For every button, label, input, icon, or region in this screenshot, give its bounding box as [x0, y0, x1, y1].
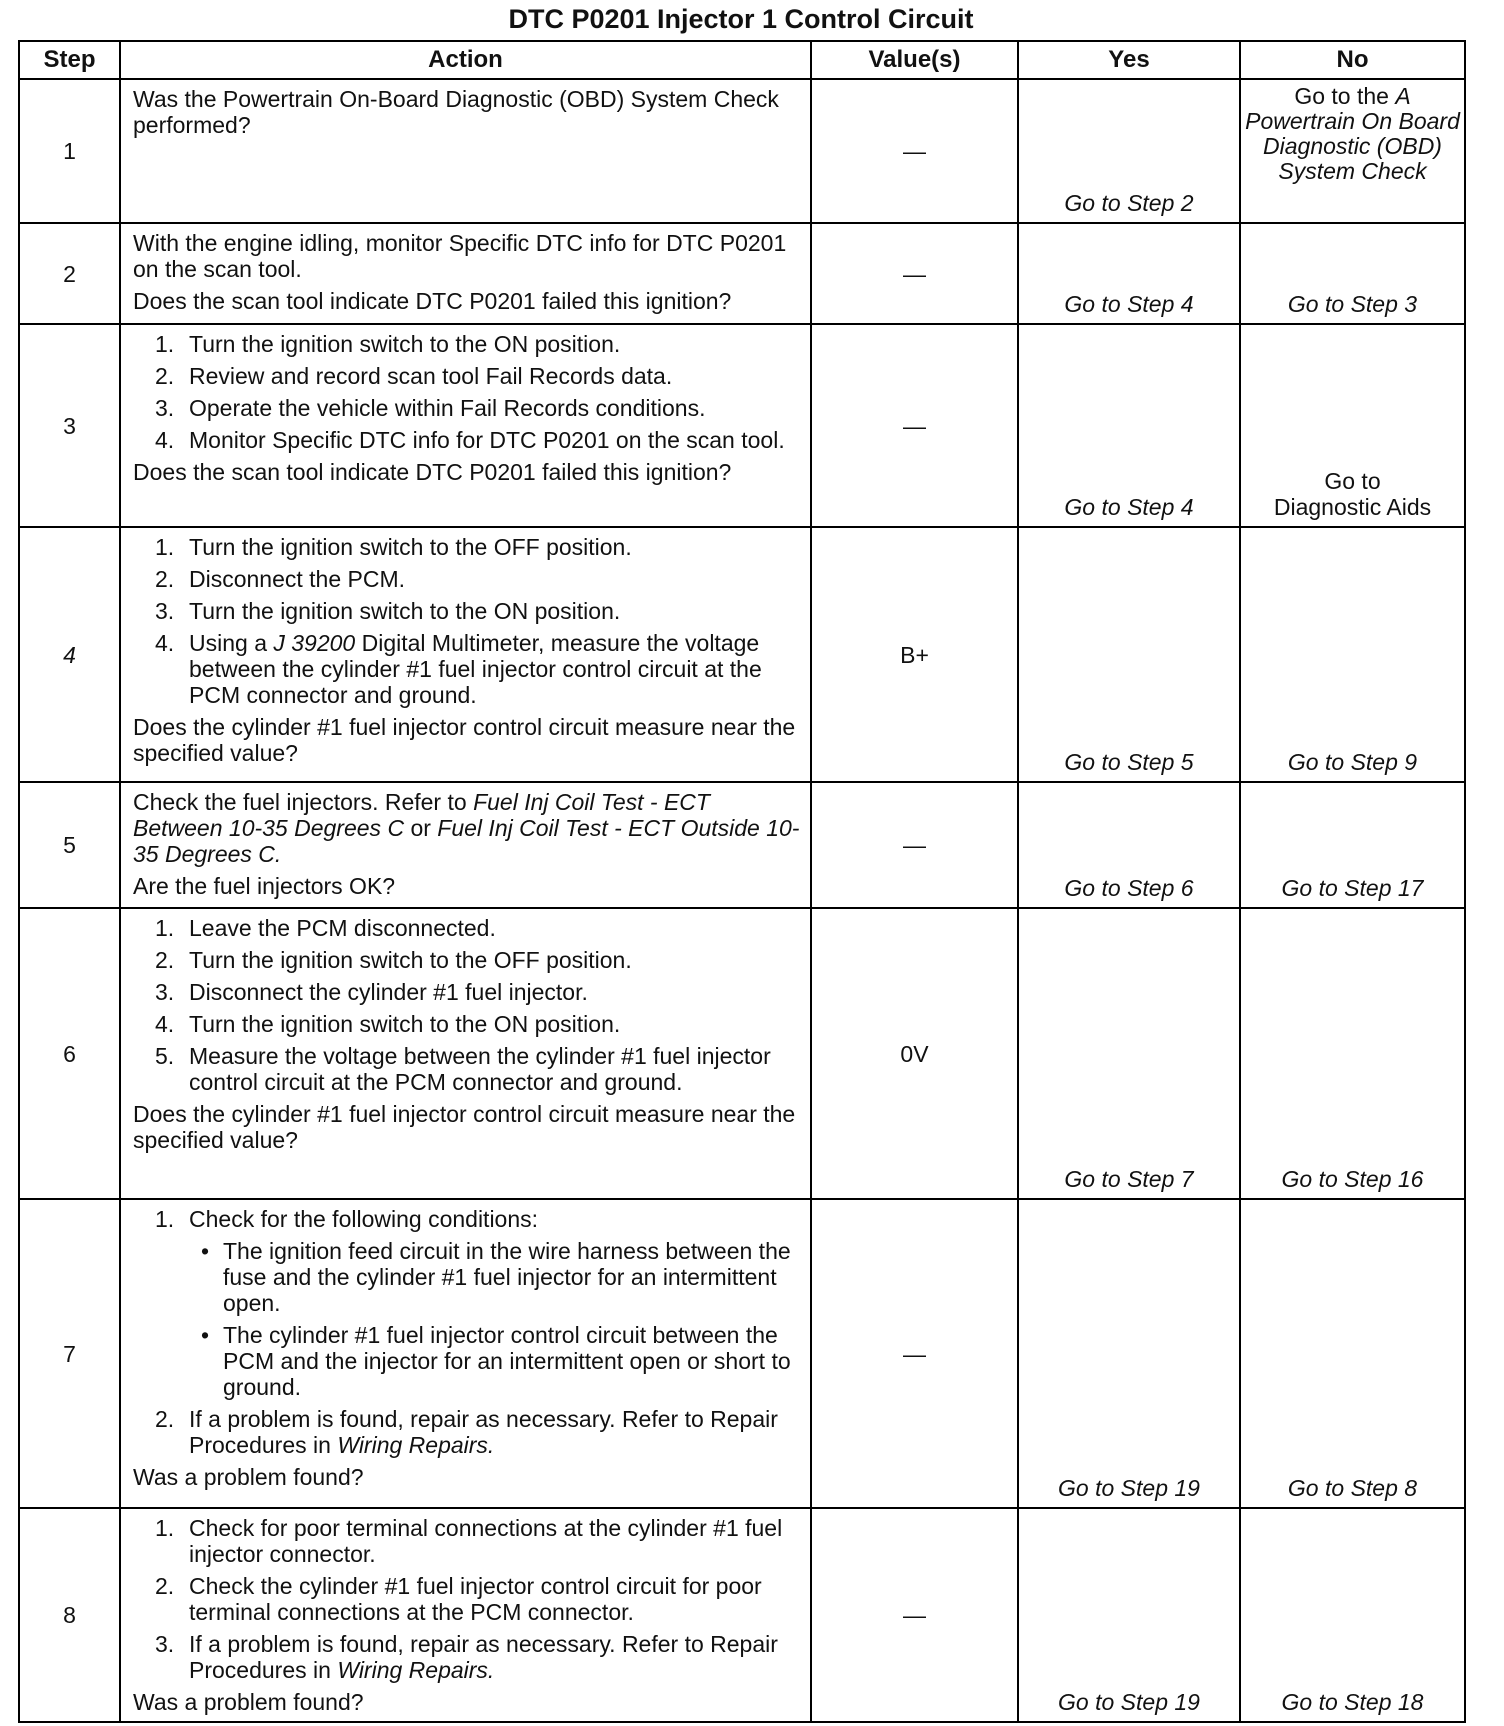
step-number: 4: [19, 527, 120, 782]
value-cell: —: [811, 1199, 1018, 1508]
step-number: 2: [19, 223, 120, 324]
table-row: [19, 1199, 1465, 1508]
action-question: Does the scan tool indicate DTC P0201 failed this ignition?: [133, 288, 732, 314]
no-cell: [1240, 324, 1465, 527]
action-cell: [120, 223, 811, 324]
list-item: 4. Monitor Specific DTC info for DTC P0201 on the scan tool.: [155, 427, 785, 453]
no-cell: [1240, 223, 1465, 324]
no-link[interactable]: Go to Step 3: [1287, 291, 1418, 317]
table-row: [19, 1508, 1465, 1722]
action-text: Was the Powertrain On-Board Diagnostic (OBD) System Check performed?: [133, 86, 779, 138]
no-cell: [1240, 908, 1465, 1199]
list-item: 4. Turn the ignition switch to the ON position.: [155, 1011, 621, 1037]
table-row: [19, 908, 1465, 1199]
step-number: 8: [19, 1508, 120, 1722]
action-question: Does the cylinder #1 fuel injector control circuit measure near the specified value?: [133, 1101, 796, 1153]
bullet-item: • The cylinder #1 fuel injector control circuit between the PCM and the injector for an intermittent open or short to ground.: [189, 1322, 802, 1400]
list-item: 1. Turn the ignition switch to the OFF position.: [155, 534, 632, 560]
yes-cell: [1018, 223, 1240, 324]
action-cell: [120, 527, 811, 782]
action-cell: [120, 79, 811, 223]
table-row: [19, 223, 1465, 324]
table-row: [19, 324, 1465, 527]
list-item: 3. Operate the vehicle within Fail Records conditions.: [155, 395, 706, 421]
list-item: 4. Using a J 39200 Digital Multimeter, measure the voltage between the cylinder #1 fuel injector control circuit at the PCM connector and ground.: [155, 630, 762, 708]
list-item: 2. Turn the ignition switch to the OFF position.: [155, 947, 632, 973]
action-cell: [120, 1508, 811, 1722]
list-item: 2. Review and record scan tool Fail Records data.: [155, 363, 673, 389]
list-item: 3. If a problem is found, repair as necessary. Refer to Repair Procedures in Wiring Repairs.: [155, 1631, 778, 1683]
reference-link[interactable]: Fuel Inj Coil Test - ECT Outside 10-35 Degrees C.: [133, 815, 800, 867]
header-step: Step: [19, 41, 120, 79]
yes-link[interactable]: Go to Step 6: [1064, 875, 1194, 901]
no-cell: [1240, 782, 1465, 908]
header-action: Action: [120, 41, 811, 79]
list-item: 2. If a problem is found, repair as necessary. Refer to Repair Procedures in Wiring Repairs.: [155, 1406, 778, 1458]
header-no: No: [1240, 41, 1465, 79]
no-cell: [1240, 1199, 1465, 1508]
yes-link[interactable]: Go to Step 5: [1064, 749, 1194, 775]
step-number: 6: [19, 908, 120, 1199]
yes-link[interactable]: Go to Step 2: [1064, 190, 1194, 216]
action-cell: [120, 908, 811, 1199]
no-link[interactable]: Go to Step 16: [1281, 1166, 1424, 1192]
yes-cell: [1018, 527, 1240, 782]
reference-link[interactable]: Wiring Repairs.: [337, 1432, 495, 1458]
yes-cell: [1018, 79, 1240, 223]
yes-link[interactable]: Go to Step 19: [1058, 1689, 1200, 1715]
list-item: 2. Check the cylinder #1 fuel injector control circuit for poor terminal connections at the PCM connector.: [155, 1573, 762, 1625]
header-yes: Yes: [1018, 41, 1240, 79]
no-cell: [1240, 1508, 1465, 1722]
action-question: Are the fuel injectors OK?: [133, 873, 396, 899]
value-cell: —: [811, 223, 1018, 324]
list-item: 3. Turn the ignition switch to the ON position.: [155, 598, 621, 624]
no-link[interactable]: Go to Step 18: [1281, 1689, 1424, 1715]
table-row: [19, 527, 1465, 782]
no-link[interactable]: Go to Diagnostic Aids: [1273, 468, 1432, 520]
no-link[interactable]: Go to the A Powertrain On Board Diagnostic (OBD) System Check: [1245, 83, 1460, 184]
list-item: 2. Disconnect the PCM.: [155, 566, 406, 592]
table-row: [19, 79, 1465, 223]
no-cell: [1240, 79, 1465, 223]
action-cell: [120, 1199, 811, 1508]
no-link[interactable]: Go to Step 8: [1287, 1475, 1418, 1501]
yes-link[interactable]: Go to Step 4: [1064, 291, 1194, 317]
header-row: [19, 41, 1465, 79]
value-cell: —: [811, 1508, 1018, 1722]
step-number: 7: [19, 1199, 120, 1508]
reference-link[interactable]: Fuel Inj Coil Test - ECT Between 10-35 Degrees C: [133, 789, 710, 841]
no-cell: [1240, 527, 1465, 782]
yes-cell: [1018, 324, 1240, 527]
value-cell: B+: [811, 527, 1018, 782]
value-cell: —: [811, 324, 1018, 527]
action-question: Does the scan tool indicate DTC P0201 failed this ignition?: [133, 459, 732, 485]
diagnostic-table: [18, 40, 1466, 1723]
action-text: Check the fuel injectors. Refer to Fuel Inj Coil Test - ECT Between 10-35 Degrees C or Fuel Inj Coil Test - ECT Outside 10-35 Degrees C.: [133, 789, 800, 867]
value-cell: —: [811, 79, 1018, 223]
action-question: Was a problem found?: [133, 1689, 364, 1715]
yes-link[interactable]: Go to Step 4: [1064, 494, 1194, 520]
value-cell: —: [811, 782, 1018, 908]
yes-cell: [1018, 908, 1240, 1199]
yes-cell: [1018, 782, 1240, 908]
step-number: 1: [19, 79, 120, 223]
header-values: Value(s): [811, 41, 1018, 79]
yes-cell: [1018, 1199, 1240, 1508]
list-item: 1. Check for poor terminal connections at the cylinder #1 fuel injector connector.: [155, 1515, 783, 1567]
value-cell: 0V: [811, 908, 1018, 1199]
list-item: 3. Disconnect the cylinder #1 fuel injector.: [155, 979, 588, 1005]
action-question: Was a problem found?: [133, 1464, 364, 1490]
bullet-item: • The ignition feed circuit in the wire harness between the fuse and the cylinder #1 fuel injector for an intermittent open.: [189, 1238, 802, 1316]
action-cell: [120, 324, 811, 527]
yes-cell: [1018, 1508, 1240, 1722]
step-number: 3: [19, 324, 120, 527]
list-item: 1. Turn the ignition switch to the ON position.: [155, 331, 621, 357]
table-row: [19, 782, 1465, 908]
yes-link[interactable]: Go to Step 7: [1064, 1166, 1194, 1192]
action-cell: [120, 782, 811, 908]
list-item: 1. Leave the PCM disconnected.: [155, 915, 496, 941]
step-number: 5: [19, 782, 120, 908]
no-link[interactable]: Go to Step 9: [1287, 749, 1418, 775]
action-question: Does the cylinder #1 fuel injector control circuit measure near the specified value?: [133, 714, 796, 766]
page-title: DTC P0201 Injector 1 Control Circuit: [508, 4, 974, 34]
action-text: With the engine idling, monitor Specific DTC info for DTC P0201 on the scan tool.: [133, 230, 787, 282]
reference-link[interactable]: Wiring Repairs.: [337, 1657, 495, 1683]
list-item: 1. Check for the following conditions: • The ignition feed circuit in the wire harness between the fuse and the cylinder #1 fuel injector for an intermittent open. • The cylinder #1 fuel injector control circuit between the PCM and the injector for an intermittent open or short to ground.: [133, 1206, 802, 1400]
no-link[interactable]: Go to Step 17: [1281, 875, 1424, 901]
tool-name: J 39200: [273, 630, 356, 656]
list-item: 5. Measure the voltage between the cylinder #1 fuel injector control circuit at the PCM connector and ground.: [155, 1043, 771, 1095]
yes-link[interactable]: Go to Step 19: [1058, 1475, 1200, 1501]
